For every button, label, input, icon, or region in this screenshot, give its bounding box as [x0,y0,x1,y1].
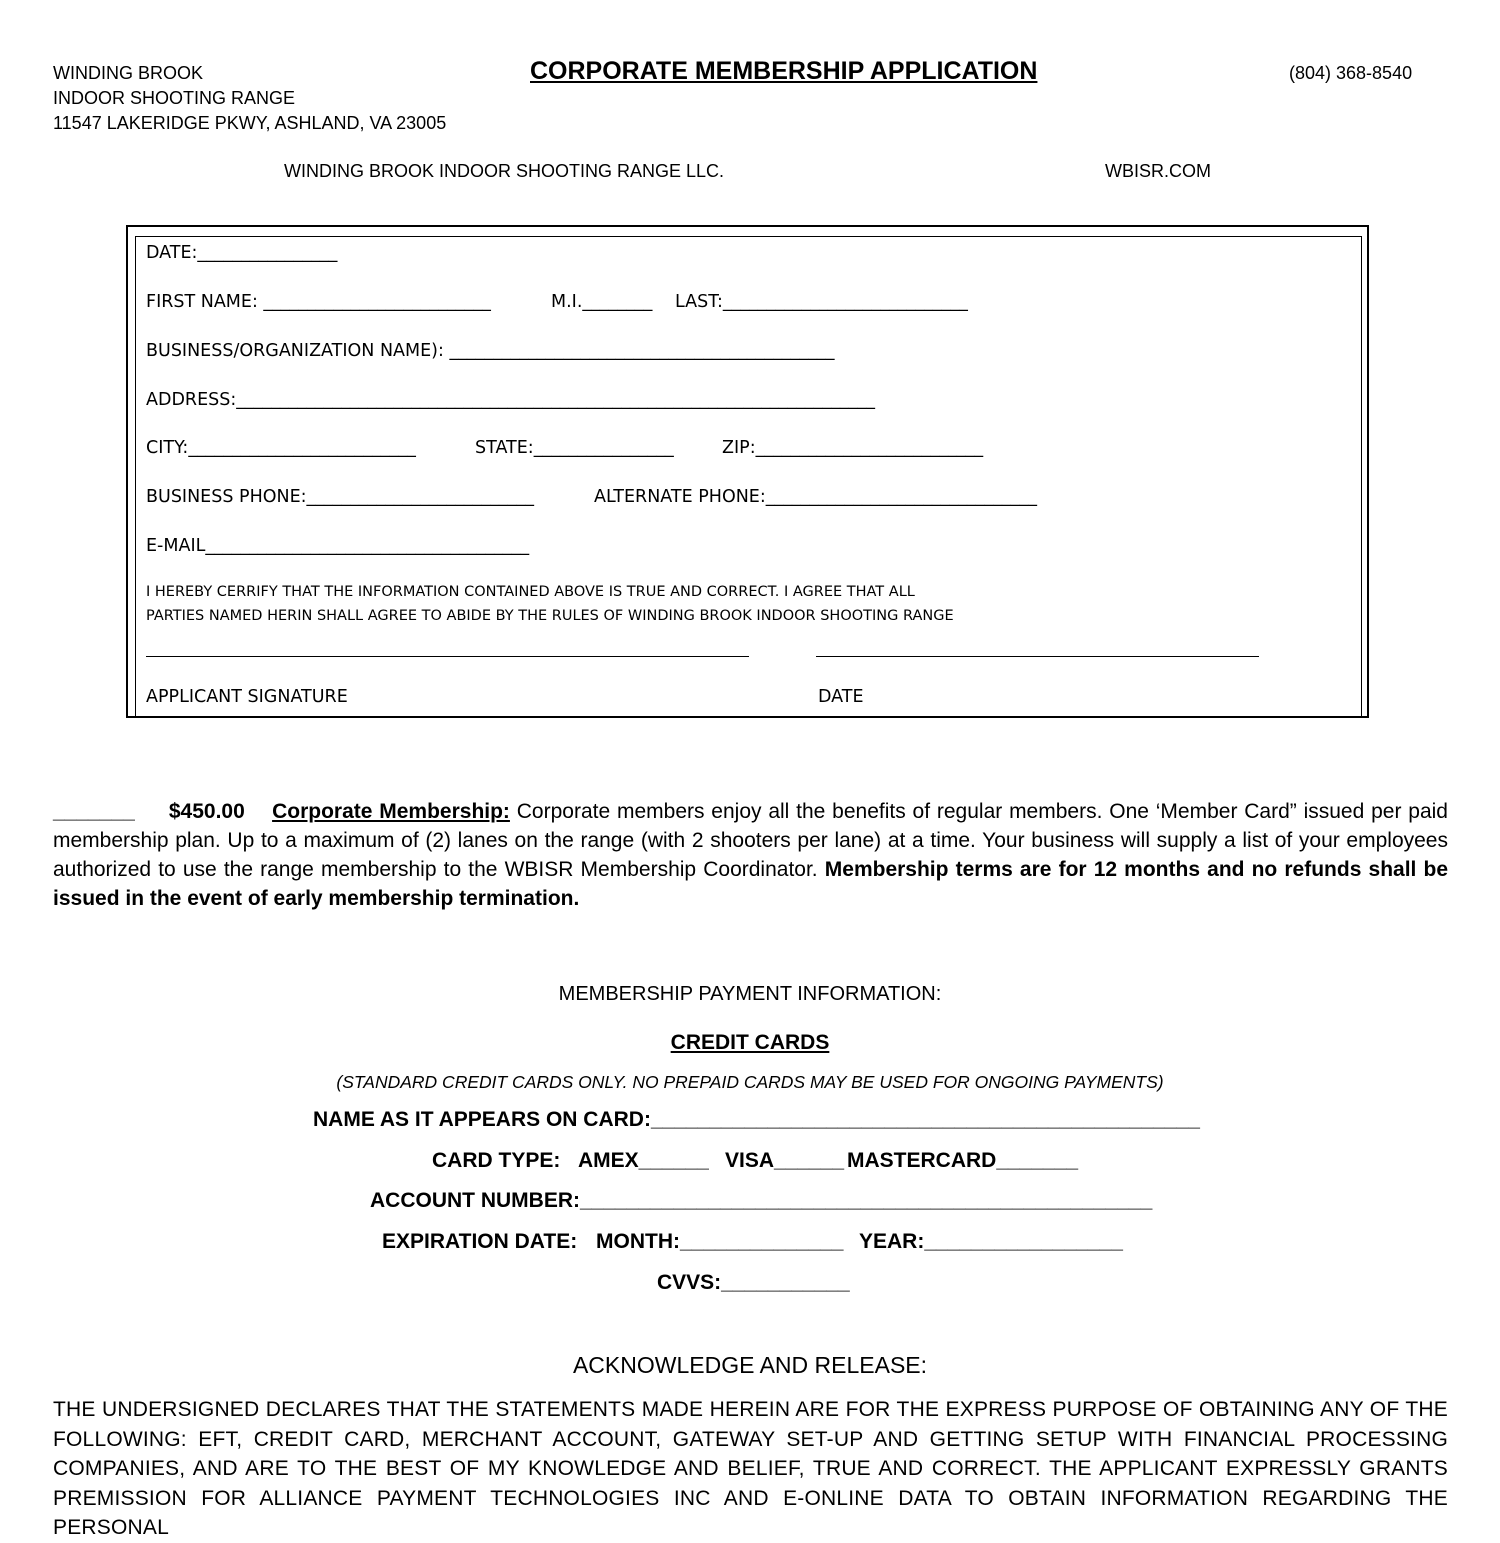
signature-line[interactable] [146,656,749,657]
zip-field[interactable]: ZIP:__________________________ [722,438,984,458]
acknowledge-heading: ACKNOWLEDGE AND RELEASE: [572,1352,928,1378]
signature-date-line[interactable] [816,656,1259,657]
certification-line1: I HEREBY CERRIFY THAT THE INFORMATION CONTAINED ABOVE IS TRUE AND CORRECT. I AGREE THAT ALL [146,584,915,600]
address-field[interactable]: ADDRESS:_________________________________________________________________________ [146,390,876,410]
org-name-line2: INDOOR SHOOTING RANGE [53,88,296,108]
membership-description-text: Corporate members enjoy all the benefits of regular members. One ‘Member Card” issued per paid membership plan. Up to a maximum of (2) lanes on the range (with 2 shooters per lane) at a time. Your business will supply a list of your employees authorized to use the range membership to the WBISR Membership Coordinator. [53,800,1448,881]
expiration-month-field[interactable]: MONTH:______________ [596,1230,844,1253]
credit-card-note: (STANDARD CREDIT CARDS ONLY. NO PREPAID CARDS MAY BE USED FOR ONGOING PAYMENTS) [336,1072,1164,1092]
signature-label: APPLICANT SIGNATURE [146,687,348,707]
first-name-field[interactable]: FIRST NAME: __________________________ [146,292,491,312]
expiration-year-field[interactable]: YEAR:_________________ [859,1230,1123,1253]
cvvs-field[interactable]: CVVS:___________ [657,1271,850,1294]
last-name-field[interactable]: LAST:____________________________ [675,292,968,312]
org-phone: (804) 368-8540 [1289,63,1413,83]
page-title: CORPORATE MEMBERSHIP APPLICATION [530,57,1038,85]
business-phone-field[interactable]: BUSINESS PHONE:__________________________ [146,487,535,507]
company-name: WINDING BROOK INDOOR SHOOTING RANGE LLC. [284,161,725,181]
membership-price: $450.00 [168,800,245,823]
state-field[interactable]: STATE:________________ [475,438,674,458]
amex-option[interactable]: AMEX______ [578,1149,709,1172]
expiration-label: EXPIRATION DATE: [382,1230,578,1253]
membership-plan-label: Corporate Membership: [272,800,510,823]
payment-heading: MEMBERSHIP PAYMENT INFORMATION: [558,983,942,1005]
email-field[interactable]: E-MAIL_____________________________________ [146,536,530,556]
date-field[interactable]: DATE:________________ [146,243,338,263]
visa-option[interactable]: VISA______ [725,1149,845,1172]
membership-terms: Membership terms are for 12 months and no refunds shall be issued in the event of early membership termination. [53,858,1449,910]
mastercard-option[interactable]: MASTERCARD_______ [847,1149,1079,1172]
middle-initial-field[interactable]: M.I.________ [551,292,653,312]
account-number-field[interactable]: ACCOUNT NUMBER:_________________________________________________ [370,1189,1153,1212]
acknowledge-text: THE UNDERSIGNED DECLARES THAT THE STATEMENTS MADE HEREIN ARE FOR THE EXPRESS PURPOSE OF OBTAINING ANY OF THE FOLLOWING: EFT, CREDIT CARD, MERCHANT ACCOUNT, GATEWAY SET-UP AND GETTING SETUP WITH FINANCIAL PROCESSING COMPANIES, AND ARE TO THE BEST OF MY KNOWLEDGE AND BELIEF, TRUE AND CORRECT. THE APPLICANT EXPRESSLY GRANTS PREMISSION FOR ALLIANCE PAYMENT TECHNOLOGIES INC AND E-ONLINE DATA TO OBTAIN INFORMATION REGARDING THE PERSONAL [53,1398,1448,1539]
certification-line2: PARTIES NAMED HERIN SHALL AGREE TO ABIDE BY THE RULES OF WINDING BROOK INDOOR SHOOTING RANGE [146,608,954,624]
website: WBISR.COM [1105,161,1211,181]
signature-date-label: DATE [818,687,864,707]
name-on-card-field[interactable]: NAME AS IT APPEARS ON CARD:_______________________________________________ [313,1108,1200,1131]
alternate-phone-field[interactable]: ALTERNATE PHONE:_______________________________ [594,487,1038,507]
business-name-field[interactable]: BUSINESS/ORGANIZATION NAME): ____________________________________________ [146,341,835,361]
membership-description [53,797,1448,913]
credit-cards-heading: CREDIT CARDS [670,1031,830,1054]
org-name-line1: WINDING BROOK [53,63,204,83]
org-address: 11547 LAKERIDGE PKWY, ASHLAND, VA 23005 [53,113,447,133]
membership-select-blank[interactable]: _______ [53,800,135,823]
city-field[interactable]: CITY:__________________________ [146,438,416,458]
card-type-label: CARD TYPE: [432,1149,561,1172]
